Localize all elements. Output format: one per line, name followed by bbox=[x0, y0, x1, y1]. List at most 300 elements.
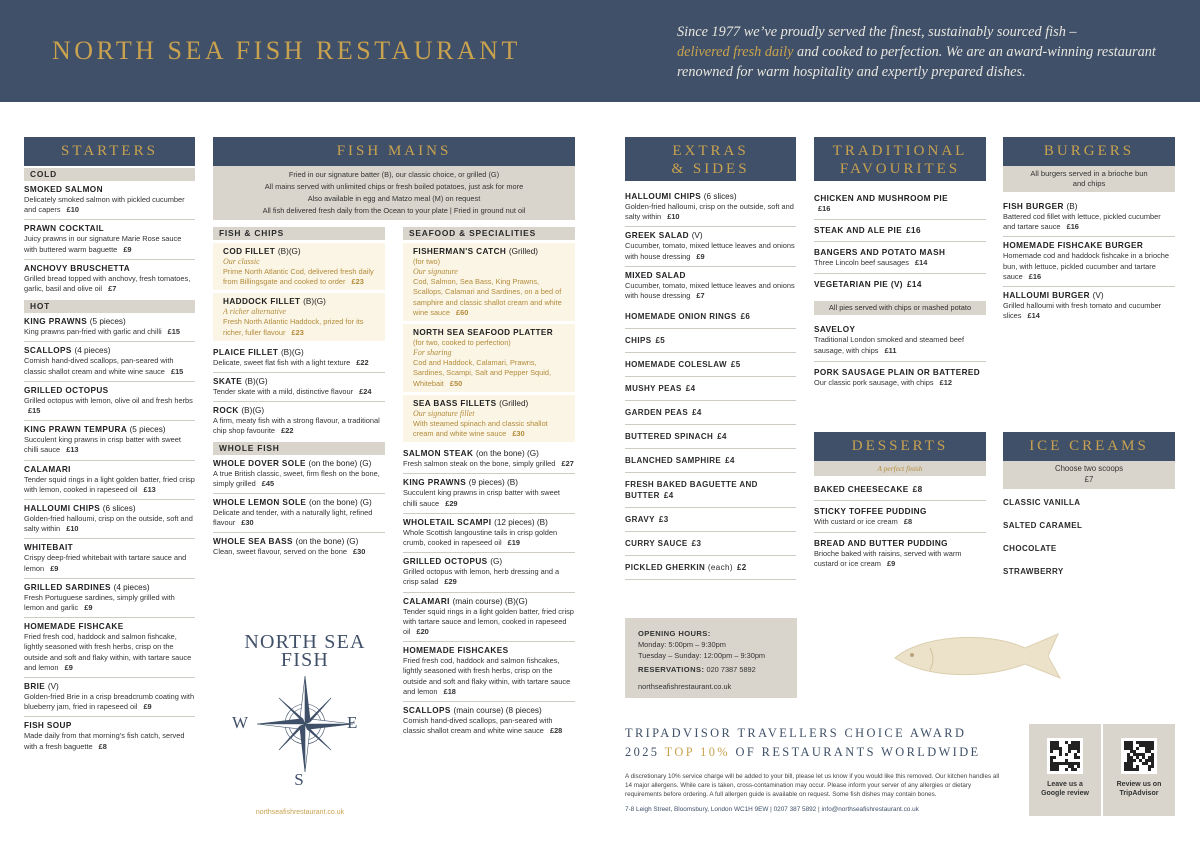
menu-item bbox=[213, 455, 385, 494]
item-suffix: (5 pieces) bbox=[89, 317, 126, 327]
extras-item: HOMEMADE ONION RINGS £6 bbox=[625, 305, 796, 329]
pies-note: All pies served with chips or mashed potato bbox=[814, 301, 986, 315]
fish-mains-title: FISH MAINS bbox=[213, 137, 575, 166]
burgers-section bbox=[1003, 137, 1175, 325]
item-name: CALAMARI (main course) (B)(G) bbox=[403, 596, 528, 606]
burgers-list bbox=[1003, 198, 1175, 325]
item-price: £5 bbox=[730, 360, 741, 370]
item-name: SAVELOY bbox=[814, 325, 856, 335]
menu-item bbox=[24, 717, 195, 755]
item-description: Battered cod fillet with lettuce, pickled cucumber and tartare sauce £16 bbox=[1003, 212, 1161, 232]
icecreams-list bbox=[1003, 491, 1175, 583]
cold-label: COLD bbox=[24, 168, 195, 181]
menu-item bbox=[1003, 198, 1175, 237]
item-price: £9 bbox=[887, 559, 896, 569]
traditional-list bbox=[814, 188, 986, 295]
menu-item bbox=[403, 514, 575, 553]
fish-mains-notes bbox=[213, 166, 575, 220]
qr-label-2: Google review bbox=[1041, 790, 1089, 797]
item-price: £9 bbox=[123, 244, 132, 254]
item-price: £3 bbox=[691, 539, 702, 549]
item-name: NORTH SEA SEAFOOD PLATTER bbox=[413, 328, 554, 338]
menu-item bbox=[814, 362, 986, 393]
menu-item bbox=[403, 702, 575, 740]
item-price: £15 bbox=[170, 366, 184, 376]
burgers-title: BURGERS bbox=[1003, 137, 1175, 166]
compass-e: E bbox=[347, 713, 358, 732]
item-name: GRILLED OCTOPUS bbox=[24, 385, 109, 395]
extras-item: GARDEN PEAS £4 bbox=[625, 401, 796, 425]
item-price: £4 bbox=[692, 408, 702, 418]
item-description: A firm, meaty fish with a strong flavour, a traditional chip shop favourite £22 bbox=[213, 416, 380, 436]
item-suffix: (6 slices) bbox=[703, 192, 737, 201]
tripadvisor-review-qr[interactable] bbox=[1103, 724, 1175, 816]
menu-item bbox=[24, 579, 195, 618]
logo-line1: NORTH SEA bbox=[244, 631, 366, 653]
compass-s: S bbox=[294, 770, 304, 789]
menu-item bbox=[24, 382, 195, 421]
item-description: Delicate and tender, with a naturally light, refined flavour £30 bbox=[213, 508, 373, 528]
highlight-item bbox=[213, 243, 385, 290]
item-description: Brioche baked with raisins, served with warm custard or ice cream £9 bbox=[814, 549, 962, 569]
icecream-item: CHOCOLATE bbox=[1003, 544, 1057, 553]
icecream-item: SALTED CARAMEL bbox=[1003, 521, 1083, 530]
item-description: Tender squid rings in a light golden batter, fried crisp with tartare sauce and lemon, cooked in rapeseed oil £20 bbox=[403, 606, 574, 637]
traditional-list-2 bbox=[814, 319, 986, 393]
item-suffix: (Grilled) bbox=[499, 398, 529, 408]
menu-item bbox=[213, 344, 385, 373]
item-description: Succulent king prawns in crisp batter with sweet chilli sauce £29 bbox=[403, 488, 560, 508]
item-suffix: (5 pieces) bbox=[129, 425, 166, 435]
item-suffix: (G) bbox=[490, 557, 503, 567]
menu-item bbox=[213, 533, 385, 561]
item-description: Golden-fried halloumi, crisp on the outside, soft and salty within £10 bbox=[24, 514, 193, 534]
fish-chips-column bbox=[213, 227, 385, 562]
tagline-post: and cooked to perfection. We are an award-winning restaurant renowned for warm hospitality and expertly prepared dishes. bbox=[677, 44, 1156, 80]
hours-label: OPENING HOURS: bbox=[638, 629, 711, 638]
item-name: CHICKEN AND MUSHROOM PIE bbox=[814, 194, 948, 203]
item-description: Tender squid rings in a light golden batter, fried crisp with lemon, cooked in rapeseed oil £13 bbox=[24, 474, 195, 494]
tagline-highlight: delivered fresh daily bbox=[677, 44, 794, 60]
hours-line1: Monday: 5:00pm – 9:30pm bbox=[638, 640, 726, 649]
item-price: £4 bbox=[717, 432, 727, 442]
item-price: £12 bbox=[939, 377, 952, 387]
menu-item bbox=[24, 539, 195, 578]
item-price: £19 bbox=[507, 538, 520, 548]
item-price: £13 bbox=[66, 445, 79, 455]
extras-item: FRESH BAKED BAGUETTE AND BUTTER £4 bbox=[625, 473, 796, 508]
hours-line2: Tuesday – Sunday: 12:00pm – 9:30pm bbox=[638, 651, 766, 660]
item-price: £15 bbox=[167, 327, 181, 337]
seafood-label: SEAFOOD & SPECIALITIES bbox=[403, 227, 575, 240]
fish-mains-section bbox=[213, 137, 575, 736]
traditional-title bbox=[814, 137, 986, 181]
item-name: GRILLED SARDINES (4 pieces) bbox=[24, 582, 150, 592]
item-suffix: (12 pieces) (B) bbox=[494, 517, 548, 527]
header-banner bbox=[0, 0, 1200, 102]
item-price: £9 bbox=[696, 251, 705, 261]
item-description: Grilled octopus with lemon, herb dressing and a crisp salad £29 bbox=[403, 567, 560, 587]
extras-title bbox=[625, 137, 796, 181]
item-suffix: (main course) (8 pieces) bbox=[453, 706, 542, 716]
item-name: GREEK SALAD (V) bbox=[625, 231, 703, 241]
item-name: FISH BURGER (B) bbox=[1003, 202, 1078, 211]
item-price: £22 bbox=[356, 357, 369, 367]
item-description: Prime North Atlantic Cod, delivered fresh daily from Billingsgate and cooked to order £23 bbox=[223, 267, 374, 287]
menu-item bbox=[403, 593, 575, 643]
menu-item bbox=[403, 642, 575, 702]
item-description: Cornish hand-dived scallops, pan-seared with classic shallot cream and white wine sauce £15 bbox=[24, 356, 184, 376]
menu-item bbox=[1003, 287, 1175, 325]
item-price: £5 bbox=[655, 336, 666, 346]
menu-item bbox=[625, 267, 796, 305]
reservations-label: RESERVATIONS: bbox=[638, 665, 705, 674]
item-name: STEAK AND ALE PIE £16 bbox=[814, 226, 921, 236]
item-description: Grilled octopus with lemon, olive oil and fresh herbs £15 bbox=[24, 395, 193, 416]
item-price: £28 bbox=[549, 726, 563, 736]
compass-w: W bbox=[232, 713, 249, 732]
menu-item bbox=[814, 242, 986, 274]
item-sub: (for two, cooked to perfection) bbox=[413, 338, 511, 348]
menu-item bbox=[213, 494, 385, 533]
item-name: BAKED CHEESECAKE £8 bbox=[814, 485, 923, 494]
disclaimer: A discretionary 10% service charge will be added to your bill, please let us know if you would like this removed. Our kitchen handles all 14 major allergens. While care is taken, cross-contamination may occur. Please inform your server of any allergies or dietary requirements before ordering. A full allergen guide is available on request. Some fish dishes may contain bones. bbox=[625, 773, 1000, 799]
item-description: Traditional London smoked and steamed beef sausage, with chips £11 bbox=[814, 335, 965, 355]
icecreams-note-2: £7 bbox=[1084, 475, 1094, 484]
qr-label-1: Review us on bbox=[1116, 781, 1162, 788]
item-suffix: (B)(G) bbox=[244, 377, 268, 387]
icecreams-title: ICE CREAMS bbox=[1003, 432, 1175, 461]
menu-item bbox=[24, 618, 195, 678]
contact-line: 7-8 Leigh Street, Bloomsbury, London WC1H 9EW | 0207 387 5892 | info@northseafishrestaurant.co.uk bbox=[625, 806, 919, 813]
item-price: £60 bbox=[456, 307, 469, 317]
item-tag: A richer alternative bbox=[223, 307, 286, 317]
item-name: WHOLE LEMON SOLE (on the bone) (G) bbox=[213, 498, 372, 508]
item-suffix: (V) bbox=[691, 231, 703, 241]
logo-url: northseafishrestaurant.co.uk bbox=[255, 809, 345, 816]
menu-item bbox=[1003, 237, 1175, 287]
item-name: SKATE (B)(G) bbox=[213, 377, 268, 387]
extras-item: HOMEMADE COLESLAW £5 bbox=[625, 353, 796, 377]
item-suffix: (V) bbox=[1092, 291, 1104, 301]
item-description: Tender skate with a mild, distinctive flavour £24 bbox=[213, 387, 372, 397]
traditional-title-1: TRADITIONAL bbox=[832, 143, 968, 159]
item-description: Delicately smoked salmon with pickled cucumber and capers £10 bbox=[24, 195, 185, 215]
menu-item bbox=[403, 553, 575, 592]
item-name: HOMEMADE FISHCAKE BURGER bbox=[1003, 241, 1144, 251]
item-name: HALLOUMI CHIPS (6 slices) bbox=[625, 192, 737, 201]
menu-item bbox=[24, 421, 195, 460]
item-name: BANGERS AND POTATO MASH bbox=[814, 248, 946, 258]
item-name: HOMEMADE FISHCAKES bbox=[403, 646, 509, 656]
dessert-item bbox=[814, 533, 986, 574]
item-suffix: (B)(G) bbox=[241, 406, 265, 416]
item-description: Three Lincoln beef sausages £14 bbox=[814, 258, 928, 268]
item-description: Golden-fried Brie in a crisp breadcrumb coating with blueberry jam, fried in rapeseed oil £9 bbox=[24, 692, 195, 712]
item-name: SEA BASS FILLETS (Grilled) bbox=[413, 398, 529, 408]
highlight-item bbox=[403, 324, 575, 392]
seafood-list bbox=[403, 445, 575, 740]
item-suffix: (B) bbox=[1066, 202, 1078, 211]
item-price: £9 bbox=[50, 563, 59, 573]
item-tag: Our signature bbox=[413, 267, 458, 277]
item-price: £4 bbox=[685, 384, 696, 394]
compass-logo bbox=[225, 631, 385, 816]
desserts-list bbox=[814, 479, 986, 575]
menu-item bbox=[213, 373, 385, 402]
item-suffix: (main course) (B)(G) bbox=[452, 596, 528, 606]
highlight-item bbox=[213, 293, 385, 340]
item-price: £24 bbox=[359, 387, 372, 397]
highlight-item bbox=[403, 395, 575, 442]
item-price: £16 bbox=[818, 204, 831, 213]
item-description: Fried fresh cod, haddock and salmon fishcakes, lightly seasoned with fresh herbs, crisp on the outside and soft and flaky within, with tartare sauce and lemon £18 bbox=[403, 656, 571, 696]
award-highlight: TOP 10% bbox=[664, 745, 731, 759]
item-name: SCALLOPS (main course) (8 pieces) bbox=[403, 706, 542, 716]
menu-item bbox=[814, 220, 986, 242]
menu-item bbox=[24, 461, 195, 500]
item-name: KING PRAWNS (9 pieces) (B) bbox=[403, 478, 518, 488]
item-description: Grilled halloumi with fresh tomato and cucumber slices £14 bbox=[1003, 301, 1162, 321]
item-name: SALMON STEAK (on the bone) (G) bbox=[403, 449, 539, 459]
item-suffix: (6 slices) bbox=[102, 504, 136, 514]
item-price: £14 bbox=[906, 280, 922, 290]
cold-list bbox=[24, 181, 195, 298]
extras-item: BLANCHED SAMPHIRE £4 bbox=[625, 449, 796, 473]
starters-title: STARTERS bbox=[24, 137, 195, 166]
dessert-item bbox=[814, 501, 986, 533]
item-name: HOMEMADE FISHCAKE bbox=[24, 622, 124, 632]
item-price: £23 bbox=[291, 327, 304, 337]
extras-list bbox=[625, 305, 796, 580]
item-name: WHOLE SEA BASS (on the bone) (G) bbox=[213, 537, 359, 547]
item-description: Fresh Portuguese sardines, simply grilled with lemon and garlic £9 bbox=[24, 592, 175, 613]
item-name: PRAWN COCKTAIL bbox=[24, 224, 105, 234]
item-price: £8 bbox=[912, 485, 923, 494]
menu-item bbox=[24, 313, 195, 342]
note-line: All mains served with unlimited chips or fresh boiled potatoes, just ask for more bbox=[264, 182, 524, 191]
item-price: £30 bbox=[512, 429, 525, 439]
item-name: VEGETARIAN PIE (V) £14 bbox=[814, 280, 922, 290]
icecream-item: CLASSIC VANILLA bbox=[1003, 498, 1081, 507]
item-suffix: (each) bbox=[707, 563, 733, 573]
item-price: £7 bbox=[696, 291, 705, 301]
item-name: WHOLE DOVER SOLE (on the bone) (G) bbox=[213, 458, 372, 468]
extras-item: PICKLED GHERKIN (each) £2 bbox=[625, 556, 796, 580]
logo-line2: FISH bbox=[280, 649, 330, 671]
item-description: Our classic pork sausage, with chips £12 bbox=[814, 377, 952, 387]
hours-url[interactable]: northseafishrestaurant.co.uk bbox=[638, 682, 732, 691]
note-line: All fish delivered fresh daily from the Ocean to your plate | Fried in ground nut oil bbox=[262, 206, 526, 215]
item-suffix: (4 pieces) bbox=[74, 346, 111, 356]
item-price: £16 bbox=[1066, 222, 1079, 232]
item-description: Cod and Haddock, Calamari, Prawns, Sardines, Scampi, Salt and Pepper Squid, Whitebait £50 bbox=[413, 358, 552, 388]
item-suffix: (B)(G) bbox=[280, 347, 304, 357]
item-price: £29 bbox=[444, 577, 457, 587]
item-sub: (for two) bbox=[413, 257, 441, 266]
item-name: FISH SOUP bbox=[24, 721, 72, 731]
starters-section bbox=[24, 137, 195, 756]
menu-item bbox=[24, 220, 195, 259]
qr-code-icon bbox=[1121, 738, 1157, 774]
hot-label: HOT bbox=[24, 300, 195, 313]
item-price: £16 bbox=[906, 226, 921, 236]
menu-item bbox=[814, 319, 986, 361]
item-suffix: (4 pieces) bbox=[113, 582, 150, 592]
item-description: With custard or ice cream £8 bbox=[814, 517, 913, 526]
item-price: £9 bbox=[84, 603, 93, 613]
restaurant-name: NORTH SEA FISH RESTAURANT bbox=[52, 36, 521, 65]
item-price: £10 bbox=[66, 524, 79, 534]
menu-item bbox=[814, 188, 986, 220]
item-description: King prawns pan-fried with garlic and chilli £15 bbox=[24, 327, 181, 337]
item-name: ANCHOVY BRUSCHETTA bbox=[24, 263, 131, 273]
item-description: Succulent king prawns in crisp batter with sweet chilli sauce £13 bbox=[24, 435, 181, 455]
item-description: Fresh salmon steak on the bone, simply grilled £27 bbox=[403, 459, 574, 469]
menu-item bbox=[24, 500, 195, 539]
item-name: WHITEBAIT bbox=[24, 543, 74, 553]
item-price: £15 bbox=[28, 406, 41, 416]
item-name: STICKY TOFFEE PUDDING bbox=[814, 507, 927, 516]
google-review-qr[interactable] bbox=[1029, 724, 1101, 816]
item-description: Juicy prawns in our signature Marie Rose sauce with buttered warm baguette £9 bbox=[24, 234, 182, 254]
extras-section bbox=[625, 137, 796, 580]
item-tag: Our signature fillet bbox=[413, 408, 475, 418]
traditional-section bbox=[814, 137, 986, 393]
reservations-phone[interactable]: 020 7387 5892 bbox=[706, 665, 756, 674]
item-price: £20 bbox=[416, 627, 429, 637]
item-name: ROCK (B)(G) bbox=[213, 406, 265, 416]
desserts-section bbox=[814, 432, 986, 575]
note-line: Fried in our signature batter (B), our classic choice, or grilled (G) bbox=[288, 170, 500, 179]
award-line2: OF RESTAURANTS WORLDWIDE bbox=[735, 745, 981, 759]
burgers-note: All burgers served in a brioche bun and chips bbox=[1003, 166, 1175, 192]
fish-illustration-icon bbox=[890, 628, 1065, 682]
item-price: £4 bbox=[725, 456, 735, 466]
item-price: £8 bbox=[903, 517, 913, 526]
item-price: £29 bbox=[445, 498, 458, 508]
fish-chips-label: FISH & CHIPS bbox=[213, 227, 385, 240]
hot-list bbox=[24, 313, 195, 756]
highlight-item bbox=[403, 243, 575, 321]
item-description: Grilled bread topped with anchovy, fresh tomatoes, garlic, basil and olive oil £7 bbox=[24, 273, 191, 294]
qr-label-2: TripAdvisor bbox=[1119, 790, 1159, 797]
item-price: £6 bbox=[740, 312, 751, 322]
item-name: BREAD AND BUTTER PUDDING bbox=[814, 539, 948, 549]
item-price: £22 bbox=[281, 426, 294, 436]
item-price: £13 bbox=[143, 484, 156, 494]
item-name: FISHERMAN'S CATCH (Grilled) bbox=[413, 247, 539, 256]
extras-item: BUTTERED SPINACH £4 bbox=[625, 425, 796, 449]
item-price: £16 bbox=[1028, 271, 1042, 281]
desserts-tag: A perfect finish bbox=[814, 461, 986, 476]
item-price: £9 bbox=[64, 662, 73, 672]
menu-item bbox=[24, 678, 195, 717]
item-description: Cucumber, tomato, mixed lettuce leaves and onions with house dressing £7 bbox=[625, 280, 795, 301]
item-price: £4 bbox=[663, 491, 674, 501]
item-name: HALLOUMI CHIPS (6 slices) bbox=[24, 504, 136, 514]
fish-chips-highlights bbox=[213, 243, 385, 341]
item-description: Crispy deep-fried whitebait with tartare sauce and lemon £9 bbox=[24, 553, 187, 573]
item-name: KING PRAWN TEMPURA (5 pieces) bbox=[24, 425, 166, 435]
icecreams-section bbox=[1003, 432, 1175, 583]
item-tag: For sharing bbox=[413, 348, 452, 358]
item-suffix: (on the bone) (G) bbox=[308, 498, 372, 508]
extras-item: MUSHY PEAS £4 bbox=[625, 377, 796, 401]
item-description: Whole Scottish langoustine tails in crisp golden crumb, cooked in rapeseed oil £19 bbox=[403, 527, 558, 548]
item-description: Made daily from that morning’s fish catch, served with a fresh baguette £8 bbox=[24, 731, 185, 751]
menu-item bbox=[403, 445, 575, 474]
item-price: £2 bbox=[736, 563, 747, 573]
icecream-item: STRAWBERRY bbox=[1003, 567, 1064, 576]
item-suffix: (B)(G) bbox=[277, 247, 301, 256]
compass-rose-icon bbox=[225, 669, 385, 784]
qr-code-icon bbox=[1047, 738, 1083, 774]
item-price: £8 bbox=[98, 741, 107, 751]
icecreams-note bbox=[1003, 461, 1175, 489]
item-suffix: (on the bone) (G) bbox=[295, 537, 359, 547]
item-name: CALAMARI bbox=[24, 464, 71, 474]
item-suffix: (Grilled) bbox=[508, 247, 539, 256]
item-description: Fried fresh cod, haddock and salmon fishcake, lightly seasoned with fresh herbs, crisp on the outside and soft and flaky within, with tartare sauce and lemon £9 bbox=[24, 632, 192, 672]
item-price: £27 bbox=[561, 459, 574, 469]
item-name: BRIE (V) bbox=[24, 682, 59, 692]
extras-title-2: & SIDES bbox=[671, 161, 750, 177]
item-description: Clean, sweet flavour, served on the bone £30 bbox=[213, 547, 366, 557]
item-price: £50 bbox=[449, 378, 463, 388]
menu-item bbox=[24, 181, 195, 220]
item-price: £7 bbox=[108, 284, 117, 294]
item-price: £18 bbox=[443, 686, 456, 696]
menu-item bbox=[814, 274, 986, 295]
item-description: A true British classic, sweet, firm flesh on the bone, simply grilled £45 bbox=[213, 468, 380, 488]
item-name: COD FILLET (B)(G) bbox=[223, 247, 301, 256]
item-name: HADDOCK FILLET (B)(G) bbox=[223, 297, 326, 307]
item-suffix: (9 pieces) (B) bbox=[468, 478, 518, 488]
menu-item bbox=[24, 342, 195, 381]
qr-label-1: Leave us a bbox=[1047, 781, 1083, 788]
dessert-item bbox=[814, 479, 986, 501]
item-suffix: (B)(G) bbox=[303, 297, 326, 307]
item-name: PLAICE FILLET (B)(G) bbox=[213, 347, 304, 357]
item-name: WHOLETAIL SCAMPI (12 pieces) (B) bbox=[403, 517, 548, 527]
desserts-title: DESSERTS bbox=[814, 432, 986, 461]
extras-item: CHIPS £5 bbox=[625, 329, 796, 353]
item-description: Fresh North Atlantic Haddock, prized for its richer, fuller flavour £23 bbox=[223, 317, 364, 337]
item-price: £11 bbox=[884, 345, 897, 355]
seafood-highlights bbox=[403, 243, 575, 442]
item-description: Cornish hand-dived scallops, pan-seared with classic shallot cream and white wine sauce £28 bbox=[403, 716, 563, 736]
item-name: SCALLOPS (4 pieces) bbox=[24, 346, 111, 356]
icecreams-note-1: Choose two scoops bbox=[1054, 464, 1124, 473]
whole-fish-label: WHOLE FISH bbox=[213, 442, 385, 455]
note-line: Also available in egg and Matzo meal (M) on request bbox=[307, 194, 481, 203]
item-description: With steamed spinach and classic shallot cream and white wine sauce £30 bbox=[413, 418, 548, 439]
item-price: £45 bbox=[261, 478, 275, 488]
item-price: £9 bbox=[143, 702, 152, 712]
item-price: £14 bbox=[1027, 311, 1040, 321]
tagline-pre: Since 1977 we’ve proudly served the finest, sustainably sourced fish – bbox=[677, 24, 1077, 40]
item-price: £3 bbox=[658, 515, 669, 525]
item-description: Golden-fried halloumi, crisp on the outside, soft and salty within £10 bbox=[625, 202, 794, 222]
item-suffix: (on the bone) (G) bbox=[476, 449, 539, 459]
item-name: KING PRAWNS (5 pieces) bbox=[24, 317, 126, 327]
item-description: Cucumber, tomato, mixed lettuce leaves and onions with house dressing £9 bbox=[625, 241, 795, 261]
item-description: Delicate, sweet flat fish with a light texture £22 bbox=[213, 357, 369, 367]
menu-item bbox=[625, 188, 796, 227]
traditional-title-2: FAVOURITES bbox=[839, 161, 961, 177]
item-price: £23 bbox=[351, 277, 364, 287]
